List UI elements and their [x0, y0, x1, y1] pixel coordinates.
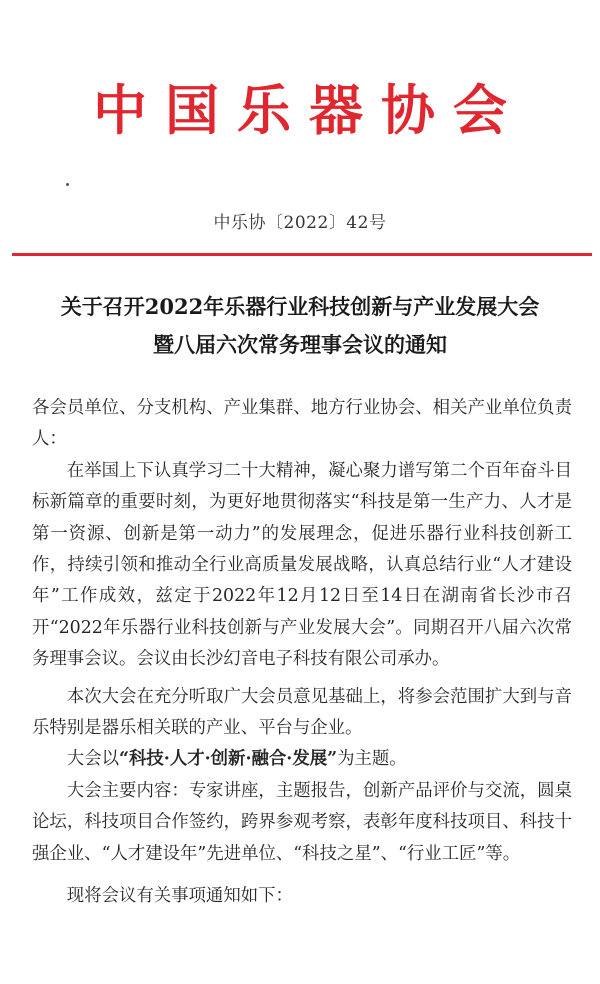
addressee: 各会员单位、分支机构、产业集群、地方行业协会、相关产业单位负责人： — [32, 398, 572, 450]
organization-title: 中国乐器协会 — [93, 78, 525, 142]
paragraph-theme — [32, 744, 572, 775]
theme-prefix: 大会以 — [66, 749, 119, 770]
notice-title-line-2: 暨八届六次常务理事会议的通知 — [153, 332, 447, 357]
paragraph-agenda: 大会主要内容：专家讲座，主题报告，创新产品评价与交流，圆桌论坛，科技项目合作签约，跨界参观考察，表彰年度科技项目、科技十强企业、“人才建设年”先进单位、“科技之星”、“行业工匠”等。 — [32, 780, 572, 864]
theme-slogan: “科技·人才·创新·融合·发展” — [118, 749, 338, 770]
notice-body — [32, 393, 572, 913]
paragraph-background: 在举国上下认真学习二十大精神，凝心聚力谱写第二个百年奋斗目标新篇章的重要时刻，为更好地贯彻落实“科技是第一生产力、人才是第一资源、创新是第一动力”的发展理念，促进乐器行业科技创新工作，持续引领和推动全行业高质量发展战略，认真总结行业“人才建设年”工作成效，兹定于2022年12月12日至14日在湖南省长沙市召开“2022年乐器行业科技创新与产业发展大会”。同期召开八届六次常务理事会议。会议由长沙幻音电子科技有限公司承办。 — [32, 460, 572, 670]
document-number: 中乐协〔2022〕42号 — [213, 213, 387, 233]
paragraph-scope: 本次大会在充分听取广大会员意见基础上，将参会范围扩大到与音乐特别是器乐相关联的产业、平台与企业。 — [32, 686, 572, 739]
paragraph-intro: 现将会议有关事项通知如下： — [66, 886, 293, 907]
red-divider — [12, 253, 592, 256]
notice-title — [0, 288, 600, 364]
theme-suffix: 为主题。 — [337, 749, 407, 770]
notice-title-line-1: 关于召开2022年乐器行业科技创新与产业发展大会 — [60, 294, 540, 319]
scan-mark — [66, 183, 69, 186]
